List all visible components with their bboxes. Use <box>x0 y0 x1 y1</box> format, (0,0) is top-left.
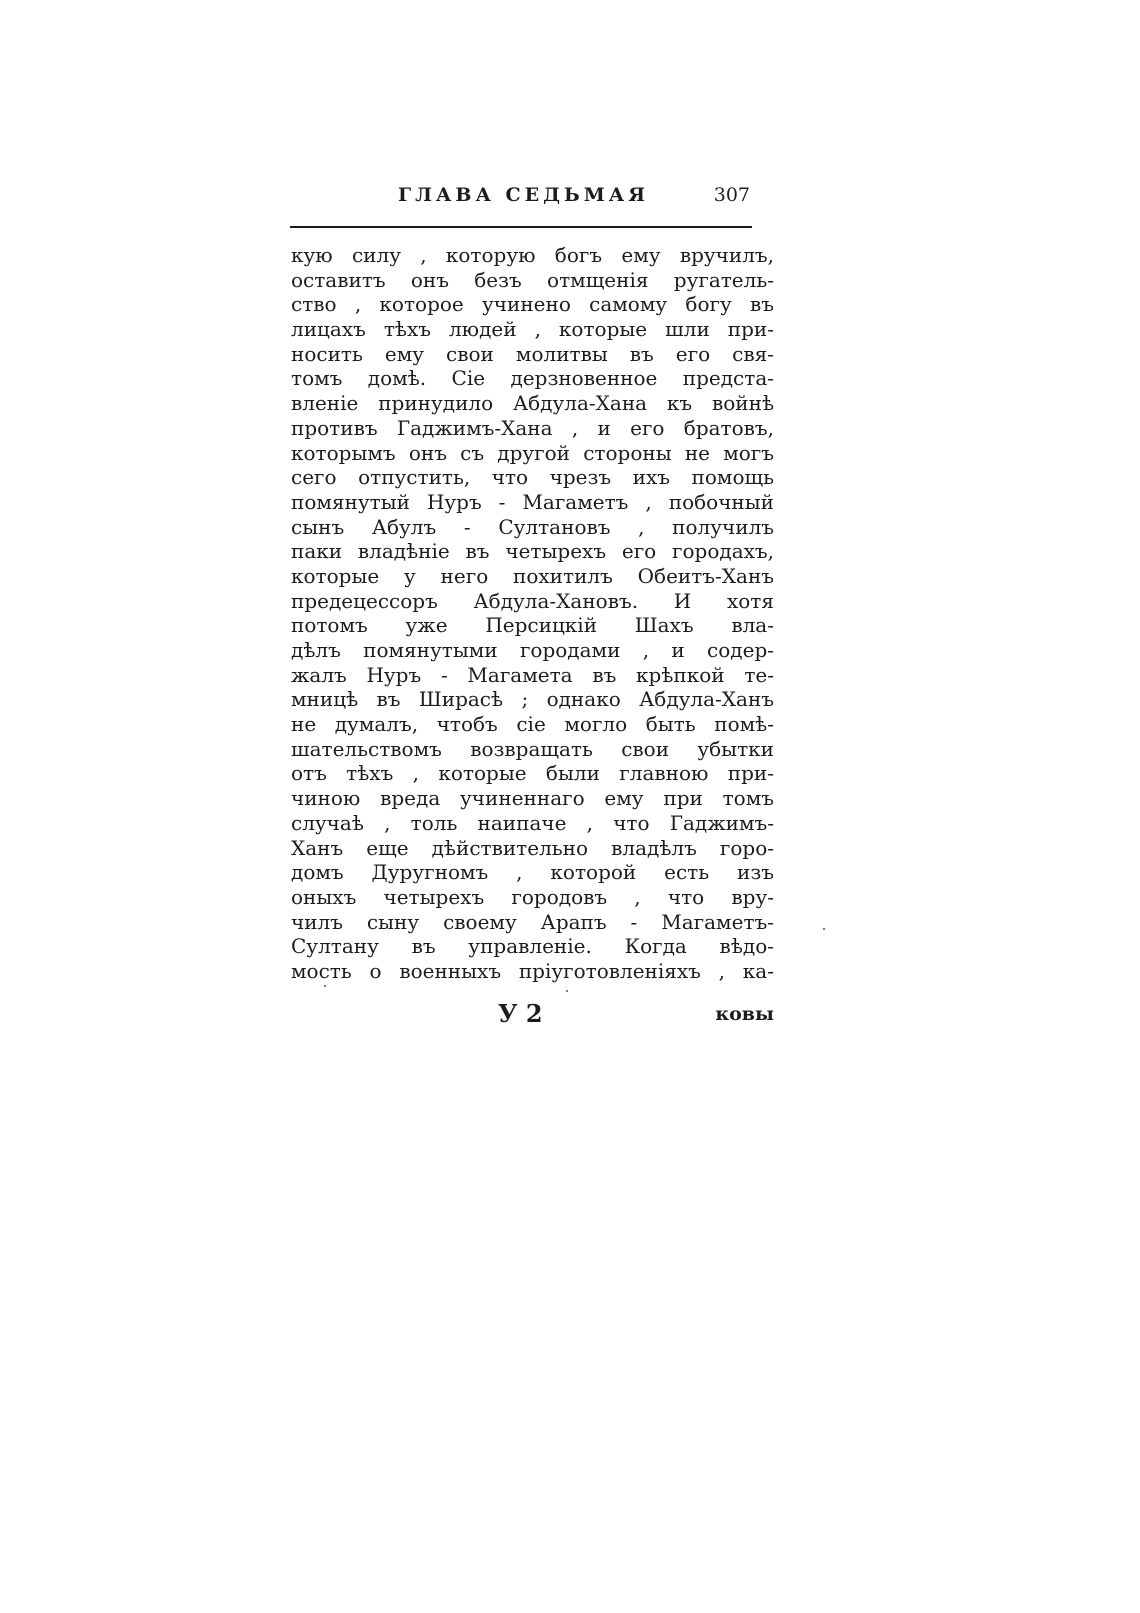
text-line: томъ домѣ. Сіе дерзновенное предста- <box>291 366 774 391</box>
text-line: оставитъ онъ безъ отмщенія ругатель- <box>291 267 774 292</box>
header-rule <box>290 226 752 228</box>
page-number: 307 <box>713 184 750 206</box>
text-line: чиною вреда учиненнаго ему при томъ <box>291 786 774 811</box>
text-line: дѣлъ помянутыми городами , и содер- <box>291 638 774 662</box>
text-line: мницѣ въ Ширасѣ ; однако Абдула-Ханъ <box>291 687 774 712</box>
body-text <box>291 243 774 984</box>
text-line: жалъ Нуръ - Магамета въ крѣпкой те- <box>291 662 774 687</box>
text-line: которымъ онъ съ другой стороны не могъ <box>291 440 774 465</box>
running-head <box>290 178 760 218</box>
text-line: мость о военныхъ пріуготовленіяхъ , ка- <box>291 958 774 983</box>
text-line: чилъ сыну своему Арапъ - Магаметъ- <box>291 909 774 934</box>
text-line: шательствомъ возвращать свои убытки <box>291 736 774 761</box>
page-footer <box>291 999 774 1029</box>
text-line: сего отпустить, что чрезъ ихъ помощь <box>291 465 774 490</box>
signature-mark: У 2 <box>498 999 543 1028</box>
print-speck <box>823 928 825 930</box>
text-line: Ханъ еще дѣйствительно владѣлъ горо- <box>291 835 774 860</box>
text-line: оныхъ четырехъ городовъ , что вру- <box>291 884 774 909</box>
text-line: не думалъ, чтобъ сіе могло быть помѣ- <box>291 712 774 737</box>
text-line: помянутый Нуръ - Магаметъ , побочный <box>291 489 774 514</box>
text-line: носить ему свои молитвы въ его свя- <box>291 341 774 366</box>
print-speck <box>566 990 568 992</box>
text-line: домъ Дуругномъ , которой есть изъ <box>291 860 774 885</box>
text-line: потомъ уже Персицкій Шахъ вла- <box>291 613 774 638</box>
text-line: противъ Гаджимъ-Хана , и его братовъ, <box>291 415 774 440</box>
text-line: ство , которое учинено самому богу въ <box>291 292 774 317</box>
chapter-title: ГЛАВА СЕДЬМАЯ <box>398 184 649 206</box>
text-line: Султану въ управленіе. Когда вѣдо- <box>291 934 774 959</box>
text-line: вленіе принудило Абдула-Хана къ войнѣ <box>291 391 774 416</box>
text-line: сынъ Абулъ - Султановъ , получилъ <box>291 514 774 539</box>
text-line: которые у него похитилъ Обеитъ-Ханъ <box>291 563 774 588</box>
text-line: случаѣ , толь наипаче , что Гаджимъ- <box>291 810 774 835</box>
print-speck <box>324 985 326 987</box>
text-line: паки владѣніе въ четырехъ его городахъ, <box>291 539 774 564</box>
text-line: кую силу , которую богъ ему вручилъ, <box>291 243 774 267</box>
text-line: предецессоръ Абдула-Хановъ. И хотя <box>291 588 774 613</box>
text-line: лицахъ тѣхъ людей , которые шли при- <box>291 317 774 342</box>
catchword: ковы <box>715 1003 774 1025</box>
text-line: отъ тѣхъ , которые были главною при- <box>291 761 774 786</box>
